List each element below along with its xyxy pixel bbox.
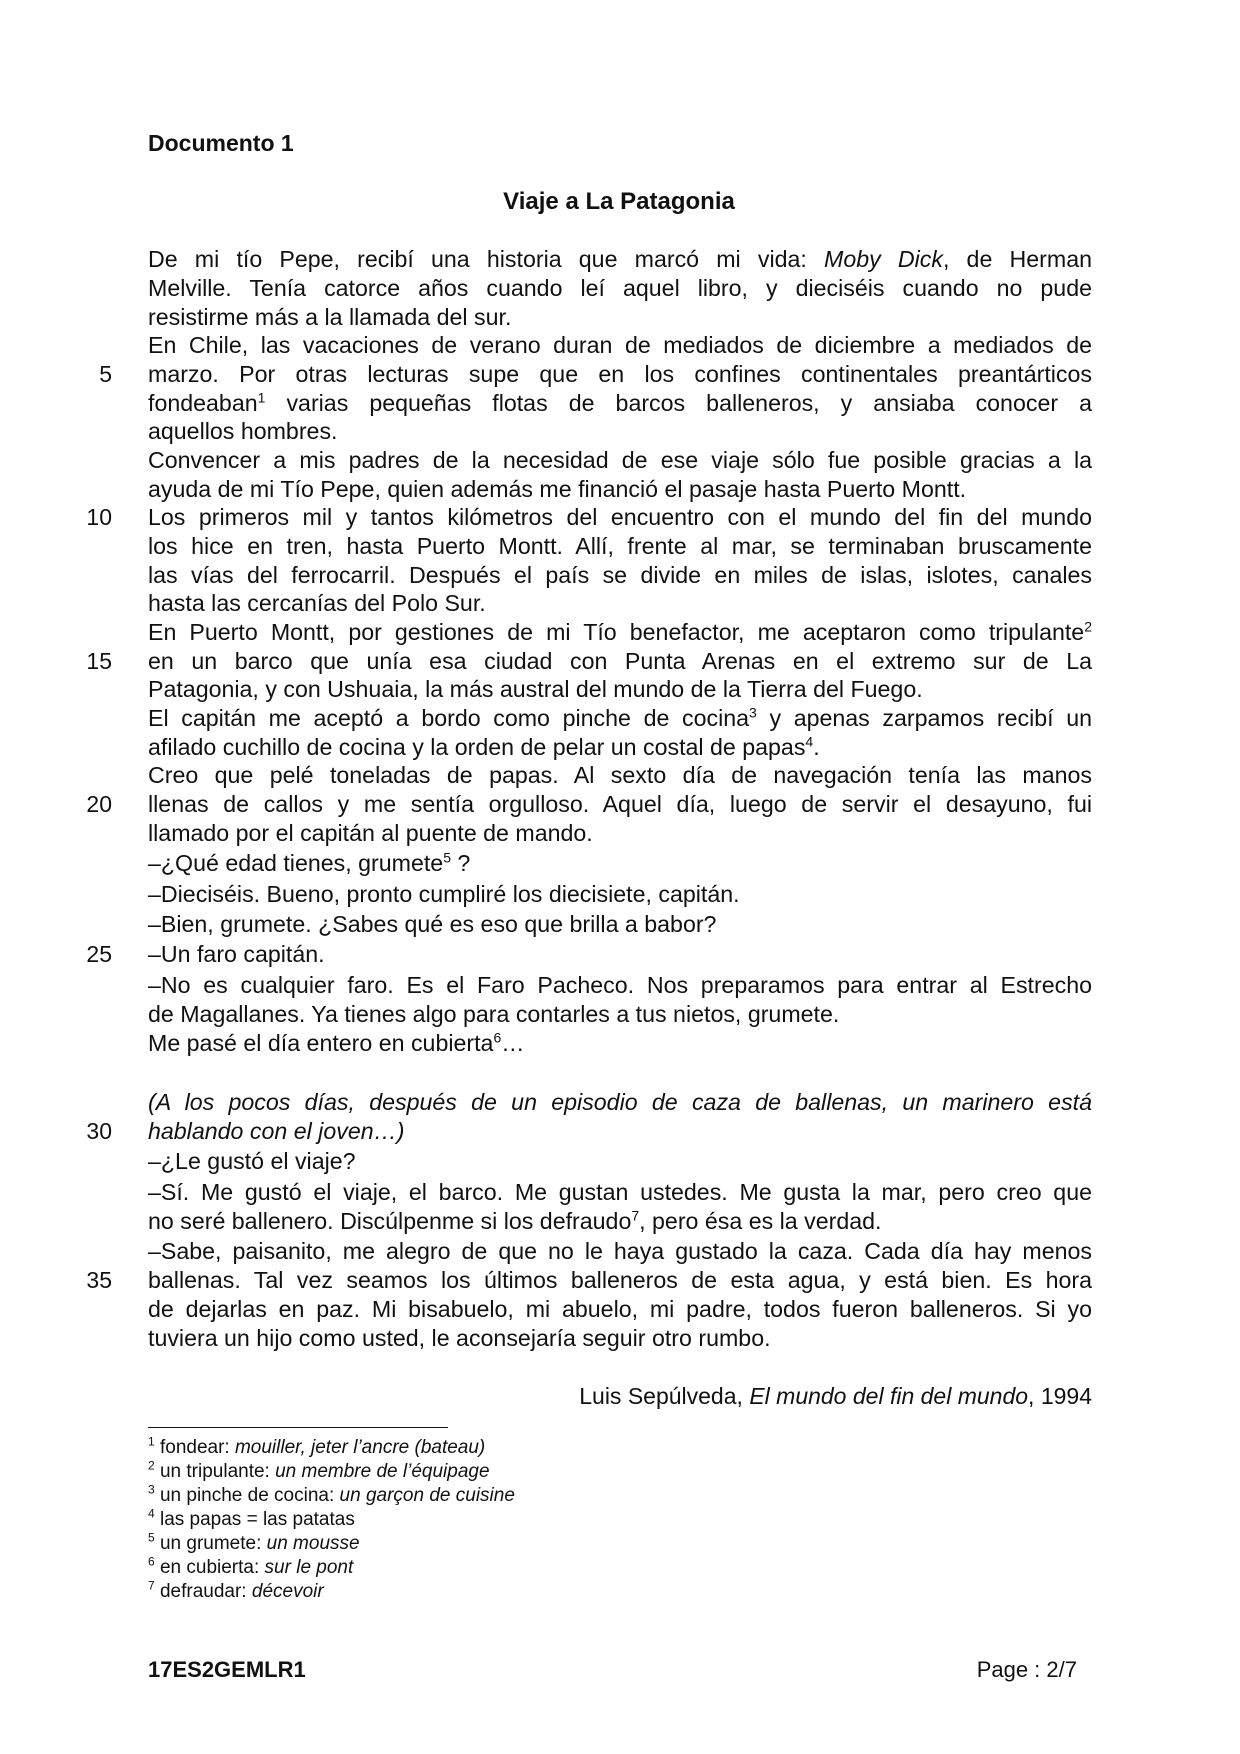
text-line: Melville. Tenía catorce años cuando leí aquel libro, y dieciséis cuando no pude	[148, 275, 1092, 301]
text-line: ballenas. Tal vez seamos los últimos balleneros de esta agua, y está bien. Es hora	[148, 1267, 1092, 1293]
text-line: En Puerto Montt, por gestiones de mi Tío benefactor, me aceptaron como tripulante$^2$	[148, 618, 1092, 645]
text-line: –Un faro capitán.	[148, 941, 325, 967]
text-line: llamado por el capitán al puente de mando.	[148, 820, 593, 846]
text-line: hasta las cercanías del Polo Sur.	[148, 590, 486, 616]
line-number: 20	[86, 791, 112, 817]
text-line: las vías del ferrocarril. Después el país se divide en miles de islas, islotes, canales	[148, 562, 1092, 588]
text-line: marzo. Por otras lecturas supe que en los confines continentales preantárticos	[148, 361, 1092, 387]
line-number: 30	[86, 1118, 112, 1144]
footnote: $^1$ fondear: mouiller, jeter l’ancre (bateau)	[148, 1434, 486, 1458]
line-number: 5	[99, 361, 112, 387]
footnote: $^7$ defraudar: décevoir	[148, 1578, 324, 1602]
text-line: afilado cuchillo de cocina y la orden de pelar un costal de papas$^4$.	[148, 733, 820, 760]
source-attribution: Luis Sepúlveda, El mundo del fin del mundo, 1994	[579, 1383, 1092, 1409]
page-number: Page : 2/7	[976, 1657, 1077, 1682]
text-line: –No es cualquier faro. Es el Faro Pacheco. Nos preparamos para entrar al Estrecho	[148, 972, 1092, 998]
text-line: El capitán me aceptó a bordo como pinche de cocina$^3$ y apenas zarpamos recibí un	[148, 704, 1092, 731]
text-line: Me pasé el día entero en cubierta$^6$…	[148, 1029, 525, 1056]
footnote: $^5$ un grumete: un mousse	[148, 1530, 360, 1554]
line-number: 25	[86, 941, 112, 967]
text-line: resistirme más a la llamada del sur.	[148, 304, 512, 330]
text-line: –Sí. Me gustó el viaje, el barco. Me gustan ustedes. Me gusta la mar, pero creo que	[148, 1179, 1092, 1205]
line-number: 15	[86, 648, 112, 674]
footnote: $^3$ un pinche de cocina: un garçon de cuisine	[148, 1482, 515, 1506]
document-code: 17ES2GEMLR1	[148, 1657, 306, 1682]
text-line: Los primeros mil y tantos kilómetros del encuentro con el mundo del fin del mundo	[148, 504, 1092, 530]
footnote-divider	[148, 1427, 448, 1428]
text-line: no seré ballenero. Discúlpenme si los defraudo$^7$, pero ésa es la verdad.	[148, 1207, 882, 1234]
footnote: $^6$ en cubierta: sur le pont	[148, 1554, 354, 1578]
text-line: hablando con el joven…)	[148, 1118, 405, 1144]
text-line: –Sabe, paisanito, me alegro de que no le haya gustado la caza. Cada día hay menos	[148, 1238, 1092, 1264]
text-line: En Chile, las vacaciones de verano duran de mediados de diciembre a mediados de	[148, 332, 1092, 358]
text-line: tuviera un hijo como usted, le aconsejaría seguir otro rumbo.	[148, 1325, 771, 1351]
text-line: (A los pocos días, después de un episodio de caza de ballenas, un marinero está	[148, 1089, 1092, 1115]
line-number: 10	[86, 504, 112, 530]
text-line: Patagonia, y con Ushuaia, la más austral del mundo de la Tierra del Fuego.	[148, 676, 923, 702]
text-line: Convencer a mis padres de la necesidad de ese viaje sólo fue posible gracias a la	[148, 447, 1092, 473]
document-label: Documento 1	[148, 130, 294, 156]
document-title: Viaje a La Patagonia	[503, 188, 735, 215]
text-line: –¿Qué edad tienes, grumete$^5$ ?	[148, 849, 471, 876]
footnote: $^4$ las papas = las patatas	[148, 1506, 355, 1530]
text-line: de Magallanes. Ya tienes algo para contarles a tus nietos, grumete.	[148, 1001, 840, 1027]
line-number: 35	[86, 1267, 112, 1293]
text-line: los hice en tren, hasta Puerto Montt. Allí, frente al mar, se terminaban bruscamente	[148, 533, 1092, 559]
footnote: $^2$ un tripulante: un membre de l’équipage	[148, 1458, 490, 1482]
text-line: –¿Le gustó el viaje?	[148, 1148, 356, 1174]
text-line: –Dieciséis. Bueno, pronto cumpliré los diecisiete, capitán.	[148, 881, 740, 907]
text-line: –Bien, grumete. ¿Sabes qué es eso que brilla a babor?	[148, 911, 717, 937]
text-line: De mi tío Pepe, recibí una historia que marcó mi vida: Moby Dick, de Herman	[148, 246, 1092, 272]
text-line: fondeaban$^1$ varias pequeñas flotas de barcos balleneros, y ansiaba conocer a	[148, 389, 1092, 416]
text-line: Creo que pelé toneladas de papas. Al sexto día de navegación tenía las manos	[148, 762, 1092, 788]
text-line: de dejarlas en paz. Mi bisabuelo, mi abuelo, mi padre, todos fueron balleneros. Si yo	[148, 1296, 1092, 1322]
text-line: aquellos hombres.	[148, 418, 338, 444]
text-line: ayuda de mi Tío Pepe, quien además me financió el pasaje hasta Puerto Montt.	[148, 476, 967, 502]
text-line: en un barco que unía esa ciudad con Punta Arenas en el extremo sur de La	[148, 648, 1092, 674]
text-line: llenas de callos y me sentía orgulloso. Aquel día, luego de servir el desayuno, fui	[148, 791, 1092, 817]
